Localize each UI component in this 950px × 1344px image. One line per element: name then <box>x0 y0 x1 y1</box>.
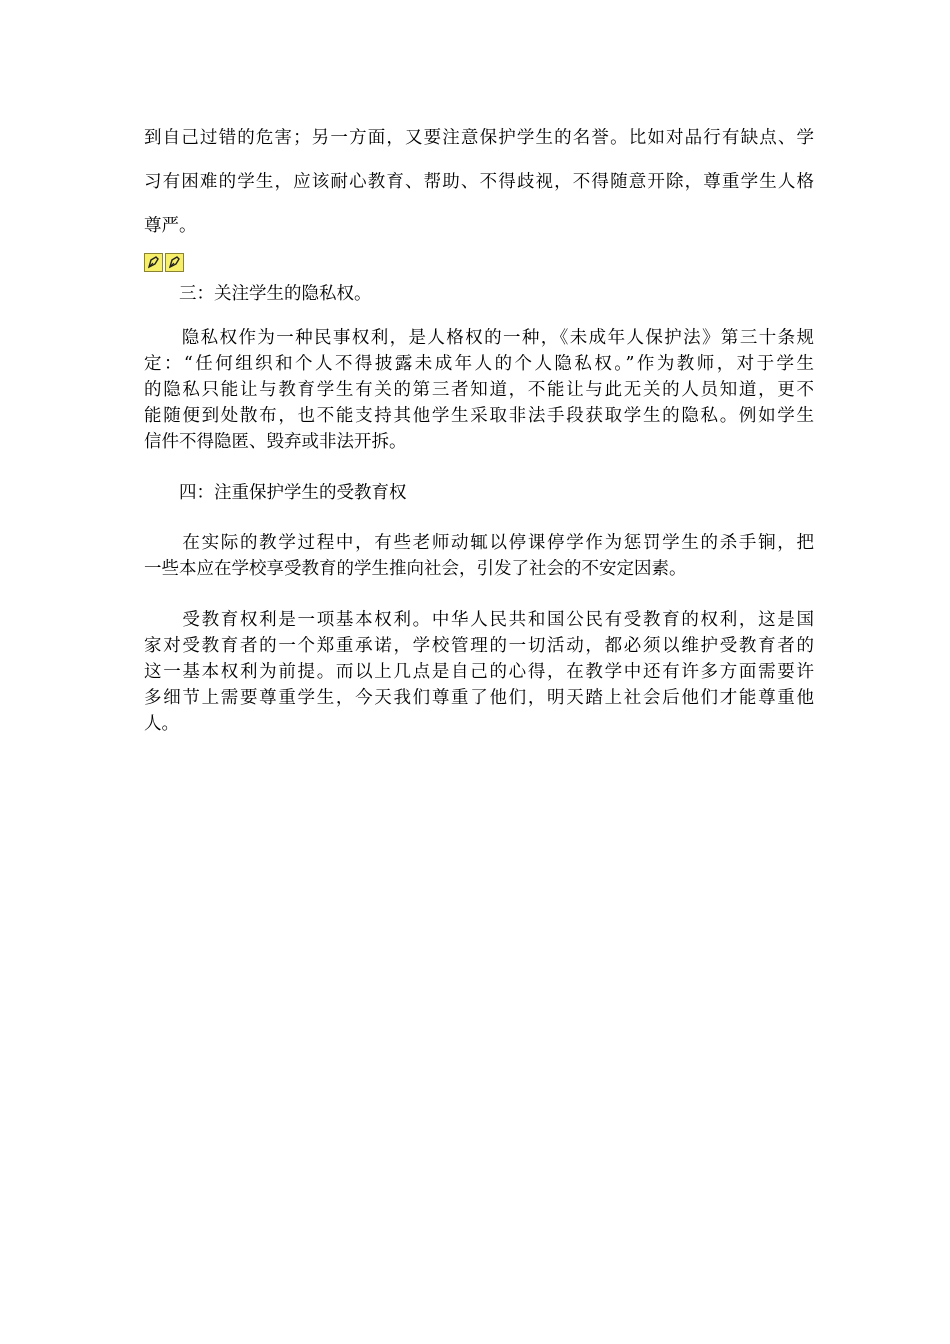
inline-icons <box>144 253 184 273</box>
paragraph-line: 信件不得隐匿、毁弃或非法开拆。 <box>144 432 407 452</box>
paragraph-line: 隐私权作为一种民事权利，是人格权的一种，《未成年人保护法》第三十条规 <box>144 328 814 348</box>
edit-icon[interactable] <box>165 253 184 272</box>
paragraph-line: 在实际的教学过程中，有些老师动辄以停课停学作为惩罚学生的杀手锏，把 <box>144 533 814 553</box>
paragraph-line: 多细节上需要尊重学生，今天我们尊重了他们，明天踏上社会后他们才能尊重他 <box>144 688 814 708</box>
paragraph-line: 受教育权利是一项基本权利。中华人民共和国公民有受教育的权利，这是国 <box>144 610 814 630</box>
paragraph-line: 定：“任何组织和个人不得披露未成年人的个人隐私权。”作为教师，对于学生 <box>144 354 814 374</box>
section-heading: 三：关注学生的隐私权。 <box>144 284 372 304</box>
paragraph-line: 家对受教育者的一个郑重承诺，学校管理的一切活动，都必须以维护受教育者的 <box>144 636 814 656</box>
paragraph-line: 这一基本权利为前提。而以上几点是自己的心得，在教学中还有许多方面需要许 <box>144 662 814 682</box>
paragraph-line: 尊严。 <box>144 216 197 236</box>
paragraph-line: 到自己过错的危害；另一方面，又要注意保护学生的名誉。比如对品行有缺点、学 <box>144 128 814 148</box>
paragraph-line: 的隐私只能让与教育学生有关的第三者知道，不能让与此无关的人员知道，更不 <box>144 380 814 400</box>
paragraph-line: 能随便到处散布，也不能支持其他学生采取非法手段获取学生的隐私。例如学生 <box>144 406 814 426</box>
paragraph-line: 一些本应在学校享受教育的学生推向社会，引发了社会的不安定因素。 <box>144 559 687 579</box>
paragraph-line: 习有困难的学生，应该耐心教育、帮助、不得歧视，不得随意开除，尊重学生人格 <box>144 172 814 192</box>
section-heading: 四：注重保护学生的受教育权 <box>144 483 407 503</box>
edit-icon[interactable] <box>144 253 163 272</box>
paragraph-line: 人。 <box>144 714 179 734</box>
